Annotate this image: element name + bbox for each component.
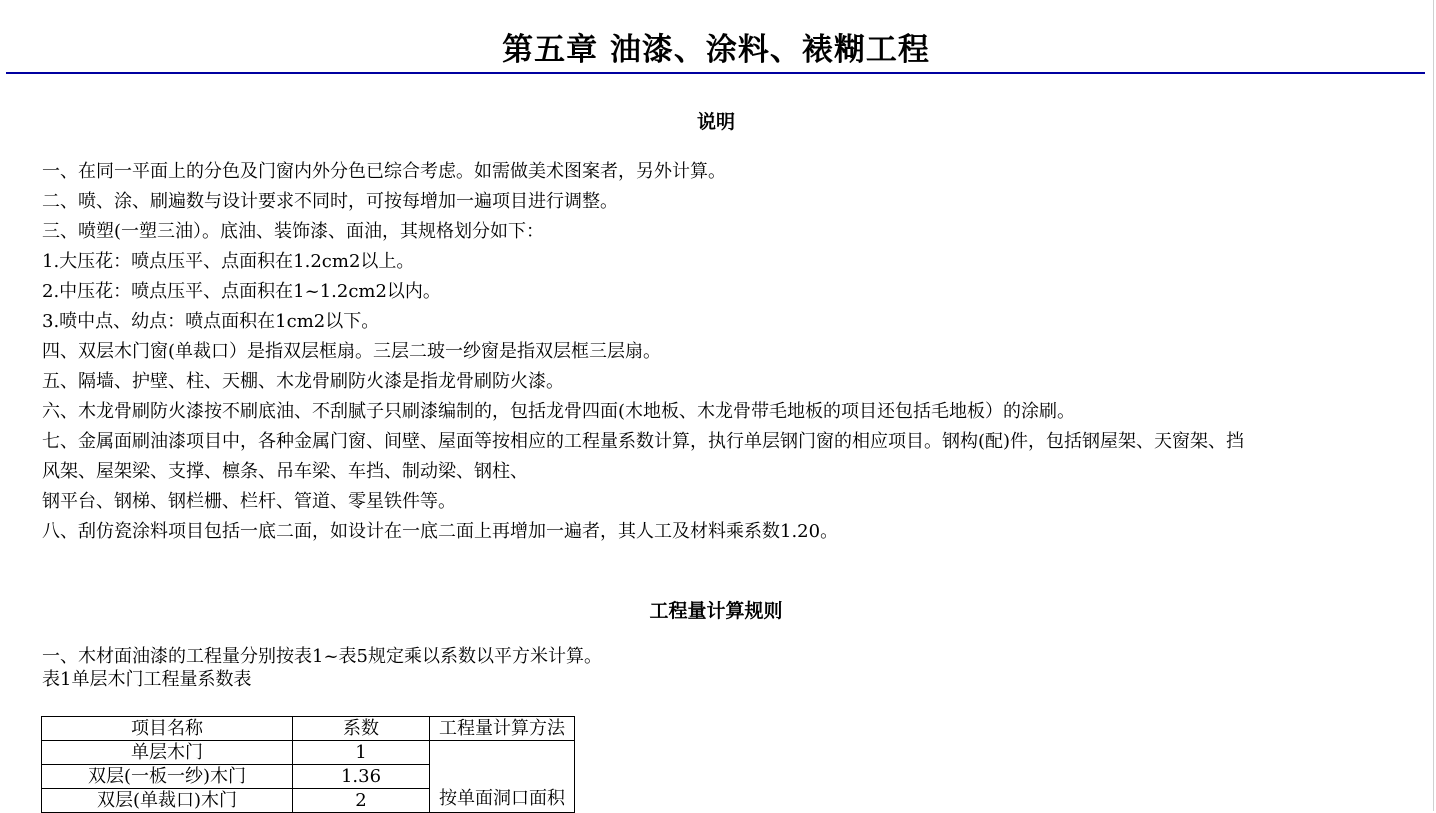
- page-right-edge: [1433, 0, 1434, 811]
- item-name-cell: 双层(单裁口)木门: [42, 789, 293, 813]
- note-line: 八、刮仿瓷涂料项目包括一底二面，如设计在一底二面上再增加一遍者，其人工及材料乘系数1.20。: [42, 521, 839, 542]
- note-line: 七、金属面刷油漆项目中，各种金属门窗、间壁、屋面等按相应的工程量系数计算，执行单层钢门窗的相应项目。钢构(配)件，包括钢屋架、天窗架、挡: [42, 431, 1245, 452]
- note-line: 1.大压花：喷点压平、点面积在1.2cm2以上。: [42, 251, 415, 272]
- header-cell: 项目名称: [42, 717, 293, 741]
- item-name-cell: 双层(一板一纱)木门: [42, 765, 293, 789]
- note-line: 三、喷塑(一塑三油）。底油、装饰漆、面油，其规格划分如下：: [42, 221, 545, 242]
- note-line: 风架、屋架梁、支撑、檩条、吊车梁、车挡、制动梁、钢柱、: [42, 461, 528, 482]
- table-caption: 表1单层木门工程量系数表: [42, 669, 252, 690]
- header-cell: 系数: [293, 717, 430, 741]
- note-line: 一、在同一平面上的分色及门窗内外分色已综合考虑。如需做美术图案者，另外计算。: [42, 161, 726, 182]
- title-underline: [6, 72, 1425, 74]
- table-header-row: [42, 717, 575, 741]
- coefficient-cell: 1: [293, 741, 430, 765]
- rules-heading: 工程量计算规则: [649, 600, 783, 622]
- note-line: 五、隔墙、护壁、柱、天棚、木龙骨刷防火漆是指龙骨刷防火漆。: [42, 371, 564, 392]
- note-line: 四、双层木门窗(单裁口）是指双层框扇。三层二玻一纱窗是指双层框三层扇。: [42, 341, 662, 362]
- notes-heading: 说明: [696, 111, 735, 133]
- item-name-cell: 单层木门: [42, 741, 293, 765]
- note-line: 2.中压花：喷点压平、点面积在1~1.2cm2以内。: [42, 281, 441, 302]
- note-line: 二、喷、涂、刷遍数与设计要求不同时，可按每增加一遍项目进行调整。: [42, 191, 618, 212]
- coefficient-cell: 2: [293, 789, 430, 813]
- header-cell: 工程量计算方法: [430, 717, 575, 741]
- method-cell: 按单面洞口面积: [430, 741, 575, 813]
- chapter-title: 第五章 油漆、涂料、裱糊工程: [502, 32, 930, 68]
- note-line: 3.喷中点、幼点：喷点面积在1cm2以下。: [42, 311, 380, 332]
- note-line: 钢平台、钢梯、钢栏栅、栏杆、管道、零星铁件等。: [42, 491, 456, 512]
- coefficient-table: [41, 716, 575, 813]
- coefficient-cell: 1.36: [293, 765, 430, 789]
- rule-line: 一、木材面油漆的工程量分别按表1~表5规定乘以系数以平方米计算。: [42, 646, 602, 667]
- table-row: [42, 741, 575, 765]
- note-line: 六、木龙骨刷防火漆按不刷底油、不刮腻子只刷漆编制的，包括龙骨四面(木地板、木龙骨带毛地板的项目还包括毛地板）的涂刷。: [42, 401, 1076, 422]
